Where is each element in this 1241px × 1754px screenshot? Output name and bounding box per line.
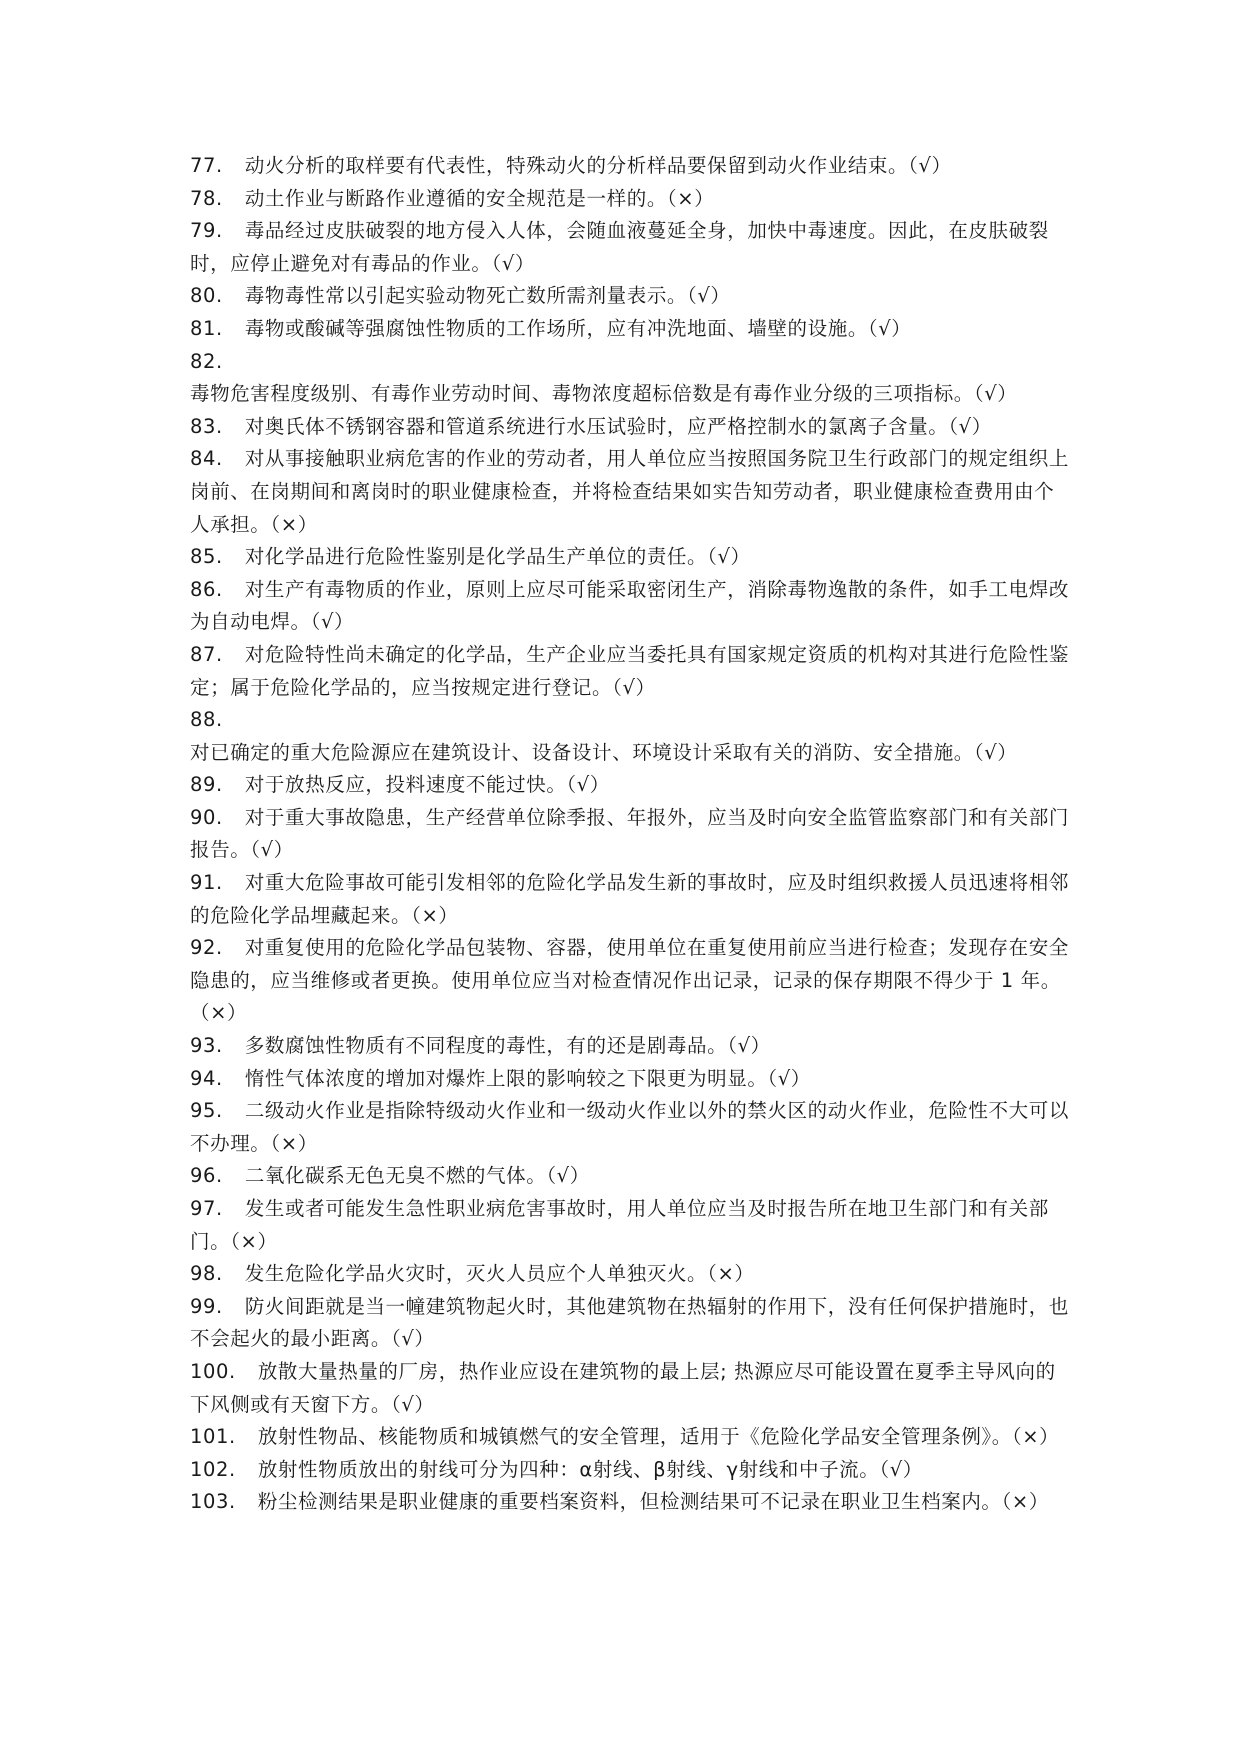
question-number: 102. xyxy=(190,1457,236,1481)
question-text: 发生危险化学品火灾时，灭火人员应个人单独灭火。（×） xyxy=(244,1262,755,1286)
question-item xyxy=(190,150,1070,183)
question-item xyxy=(190,411,1070,444)
question-number: 94. xyxy=(190,1066,223,1090)
question-item xyxy=(190,769,1070,802)
question-text: 毒物危害程度级别、有毒作业劳动时间、毒物浓度超标倍数是有毒作业分级的三项指标。（√） xyxy=(190,382,1018,406)
question-text: 放射性物品、核能物质和城镇燃气的安全管理，适用于《危险化学品安全管理条例》。（×） xyxy=(257,1425,1060,1449)
question-text: 毒物或酸碱等强腐蚀性物质的工作场所，应有冲洗地面、墙壁的设施。（√） xyxy=(244,316,912,340)
question-item xyxy=(190,932,1070,1030)
question-item xyxy=(190,802,1070,867)
question-number: 77. xyxy=(190,154,223,177)
question-number: 89. xyxy=(190,773,223,797)
question-item xyxy=(190,574,1070,639)
question-item xyxy=(190,541,1070,574)
question-text: 惰性气体浓度的增加对爆炸上限的影响较之下限更为明显。（√） xyxy=(244,1066,811,1090)
question-text: 对奥氏体不锈钢容器和管道系统进行水压试验时，应严格控制水的氯离子含量。（√） xyxy=(244,414,992,438)
question-number: 98. xyxy=(190,1262,223,1286)
question-number: 99. xyxy=(190,1294,223,1318)
question-list xyxy=(190,150,1070,1519)
question-text: 毒品经过皮肤破裂的地方侵入人体，会随血液蔓延全身，加快中毒速度。因此，在皮肤破裂时，应停止避免对有毒品的作业。（√） xyxy=(190,219,1049,275)
question-number: 81. xyxy=(190,316,223,340)
question-item xyxy=(190,183,1070,216)
question-text: 动火分析的取样要有代表性，特殊动火的分析样品要保留到动火作业结束。（√） xyxy=(244,154,952,177)
question-number: 91. xyxy=(190,871,223,895)
question-number: 95. xyxy=(190,1099,223,1123)
question-item xyxy=(190,639,1070,704)
question-text: 对已确定的重大危险源应在建筑设计、设备设计、环境设计采取有关的消防、安全措施。（√） xyxy=(190,740,1018,764)
question-text: 对于重大事故隐患，生产经营单位除季报、年报外，应当及时向安全监管监察部门和有关部门报告。（√） xyxy=(190,805,1069,862)
question-number: 87. xyxy=(190,642,223,666)
question-item xyxy=(190,1291,1070,1356)
question-text: 粉尘检测结果是职业健康的重要档案资料，但检测结果可不记录在职业卫生档案内。（×） xyxy=(257,1490,1049,1514)
question-number: 100. xyxy=(190,1359,236,1383)
question-item xyxy=(190,215,1070,280)
question-text: 放散大量热量的厂房，热作业应设在建筑物的最上层; 热源应尽可能设置在夏季主导风向的下风侧或有天窗下方。（√） xyxy=(190,1359,1056,1416)
question-text: 放射性物质放出的射线可分为四种：α射线、β射线、γ射线和中子流。（√） xyxy=(257,1457,923,1481)
question-number: 103. xyxy=(190,1490,236,1514)
question-item xyxy=(190,280,1070,313)
question-number: 86. xyxy=(190,577,223,601)
question-text: 对重复使用的危险化学品包装物、容器，使用单位在重复使用前应当进行检查；发现存在安全隐患的，应当维修或者更换。使用单位应当对检查情况作出记录，记录的保存期限不得少于 1 年。（×） xyxy=(190,936,1069,1025)
question-number: 96. xyxy=(190,1164,223,1188)
question-text: 对重大危险事故可能引发相邻的危险化学品发生新的事故时，应及时组织救援人员迅速将相邻的危险化学品埋藏起来。（×） xyxy=(190,871,1069,927)
question-item xyxy=(190,1063,1070,1096)
question-item xyxy=(190,1258,1070,1291)
question-item xyxy=(190,443,1070,541)
question-item xyxy=(190,867,1070,932)
question-number: 78. xyxy=(190,186,223,210)
question-number: 83. xyxy=(190,414,223,438)
question-item xyxy=(190,1421,1070,1454)
question-item xyxy=(190,346,1070,411)
question-item xyxy=(190,1095,1070,1160)
question-text: 二氧化碳系无色无臭不燃的气体。（√） xyxy=(244,1164,590,1188)
question-number: 85. xyxy=(190,545,223,569)
question-number: 90. xyxy=(190,805,223,829)
question-number: 101. xyxy=(190,1425,236,1449)
question-item xyxy=(190,313,1070,346)
question-text: 二级动火作业是指除特级动火作业和一级动火作业以外的禁火区的动火作业，危险性不大可以不办理。（×） xyxy=(190,1099,1069,1155)
question-item xyxy=(190,1160,1070,1193)
question-number: 82. xyxy=(190,349,223,373)
question-number: 79. xyxy=(190,219,223,243)
question-item xyxy=(190,1454,1070,1487)
question-text: 防火间距就是当一幢建筑物起火时，其他建筑物在热辐射的作用下，没有任何保护措施时，也不会起火的最小距离。（√） xyxy=(190,1294,1069,1351)
question-number: 84. xyxy=(190,447,223,471)
question-number: 88. xyxy=(190,708,223,732)
question-text: 发生或者可能发生急性职业病危害事故时，用人单位应当及时报告所在地卫生部门和有关部门。（×） xyxy=(190,1197,1049,1253)
question-number: 80. xyxy=(190,284,223,308)
question-number: 97. xyxy=(190,1197,223,1220)
question-text: 对生产有毒物质的作业，原则上应尽可能采取密闭生产，消除毒物逸散的条件，如手工电焊改为自动电焊。（√） xyxy=(190,577,1069,634)
question-text: 动土作业与断路作业遵循的安全规范是一样的。（×） xyxy=(244,186,715,210)
question-number: 93. xyxy=(190,1034,223,1058)
question-text: 对危险特性尚未确定的化学品，生产企业应当委托具有国家规定资质的机构对其进行危险性鉴定；属于危险化学品的，应当按规定进行登记。（√） xyxy=(190,642,1069,699)
question-text: 多数腐蚀性物质有不同程度的毒性，有的还是剧毒品。（√） xyxy=(244,1034,771,1058)
question-text: 对从事接触职业病危害的作业的劳动者，用人单位应当按照国务院卫生行政部门的规定组织上岗前、在岗期间和离岗时的职业健康检查，并将检查结果如实告知劳动者，职业健康检查费用由个人承担。（×） xyxy=(190,447,1069,536)
question-item xyxy=(190,1486,1070,1519)
question-item xyxy=(190,1193,1070,1258)
question-text: 毒物毒性常以引起实验动物死亡数所需剂量表示。（√） xyxy=(244,284,731,308)
question-item xyxy=(190,704,1070,769)
question-number: 92. xyxy=(190,936,223,960)
question-text: 对于放热反应，投料速度不能过快。（√） xyxy=(244,773,610,797)
question-text: 对化学品进行危险性鉴别是化学品生产单位的责任。（√） xyxy=(244,545,751,569)
question-item xyxy=(190,1030,1070,1063)
question-item xyxy=(190,1356,1070,1421)
